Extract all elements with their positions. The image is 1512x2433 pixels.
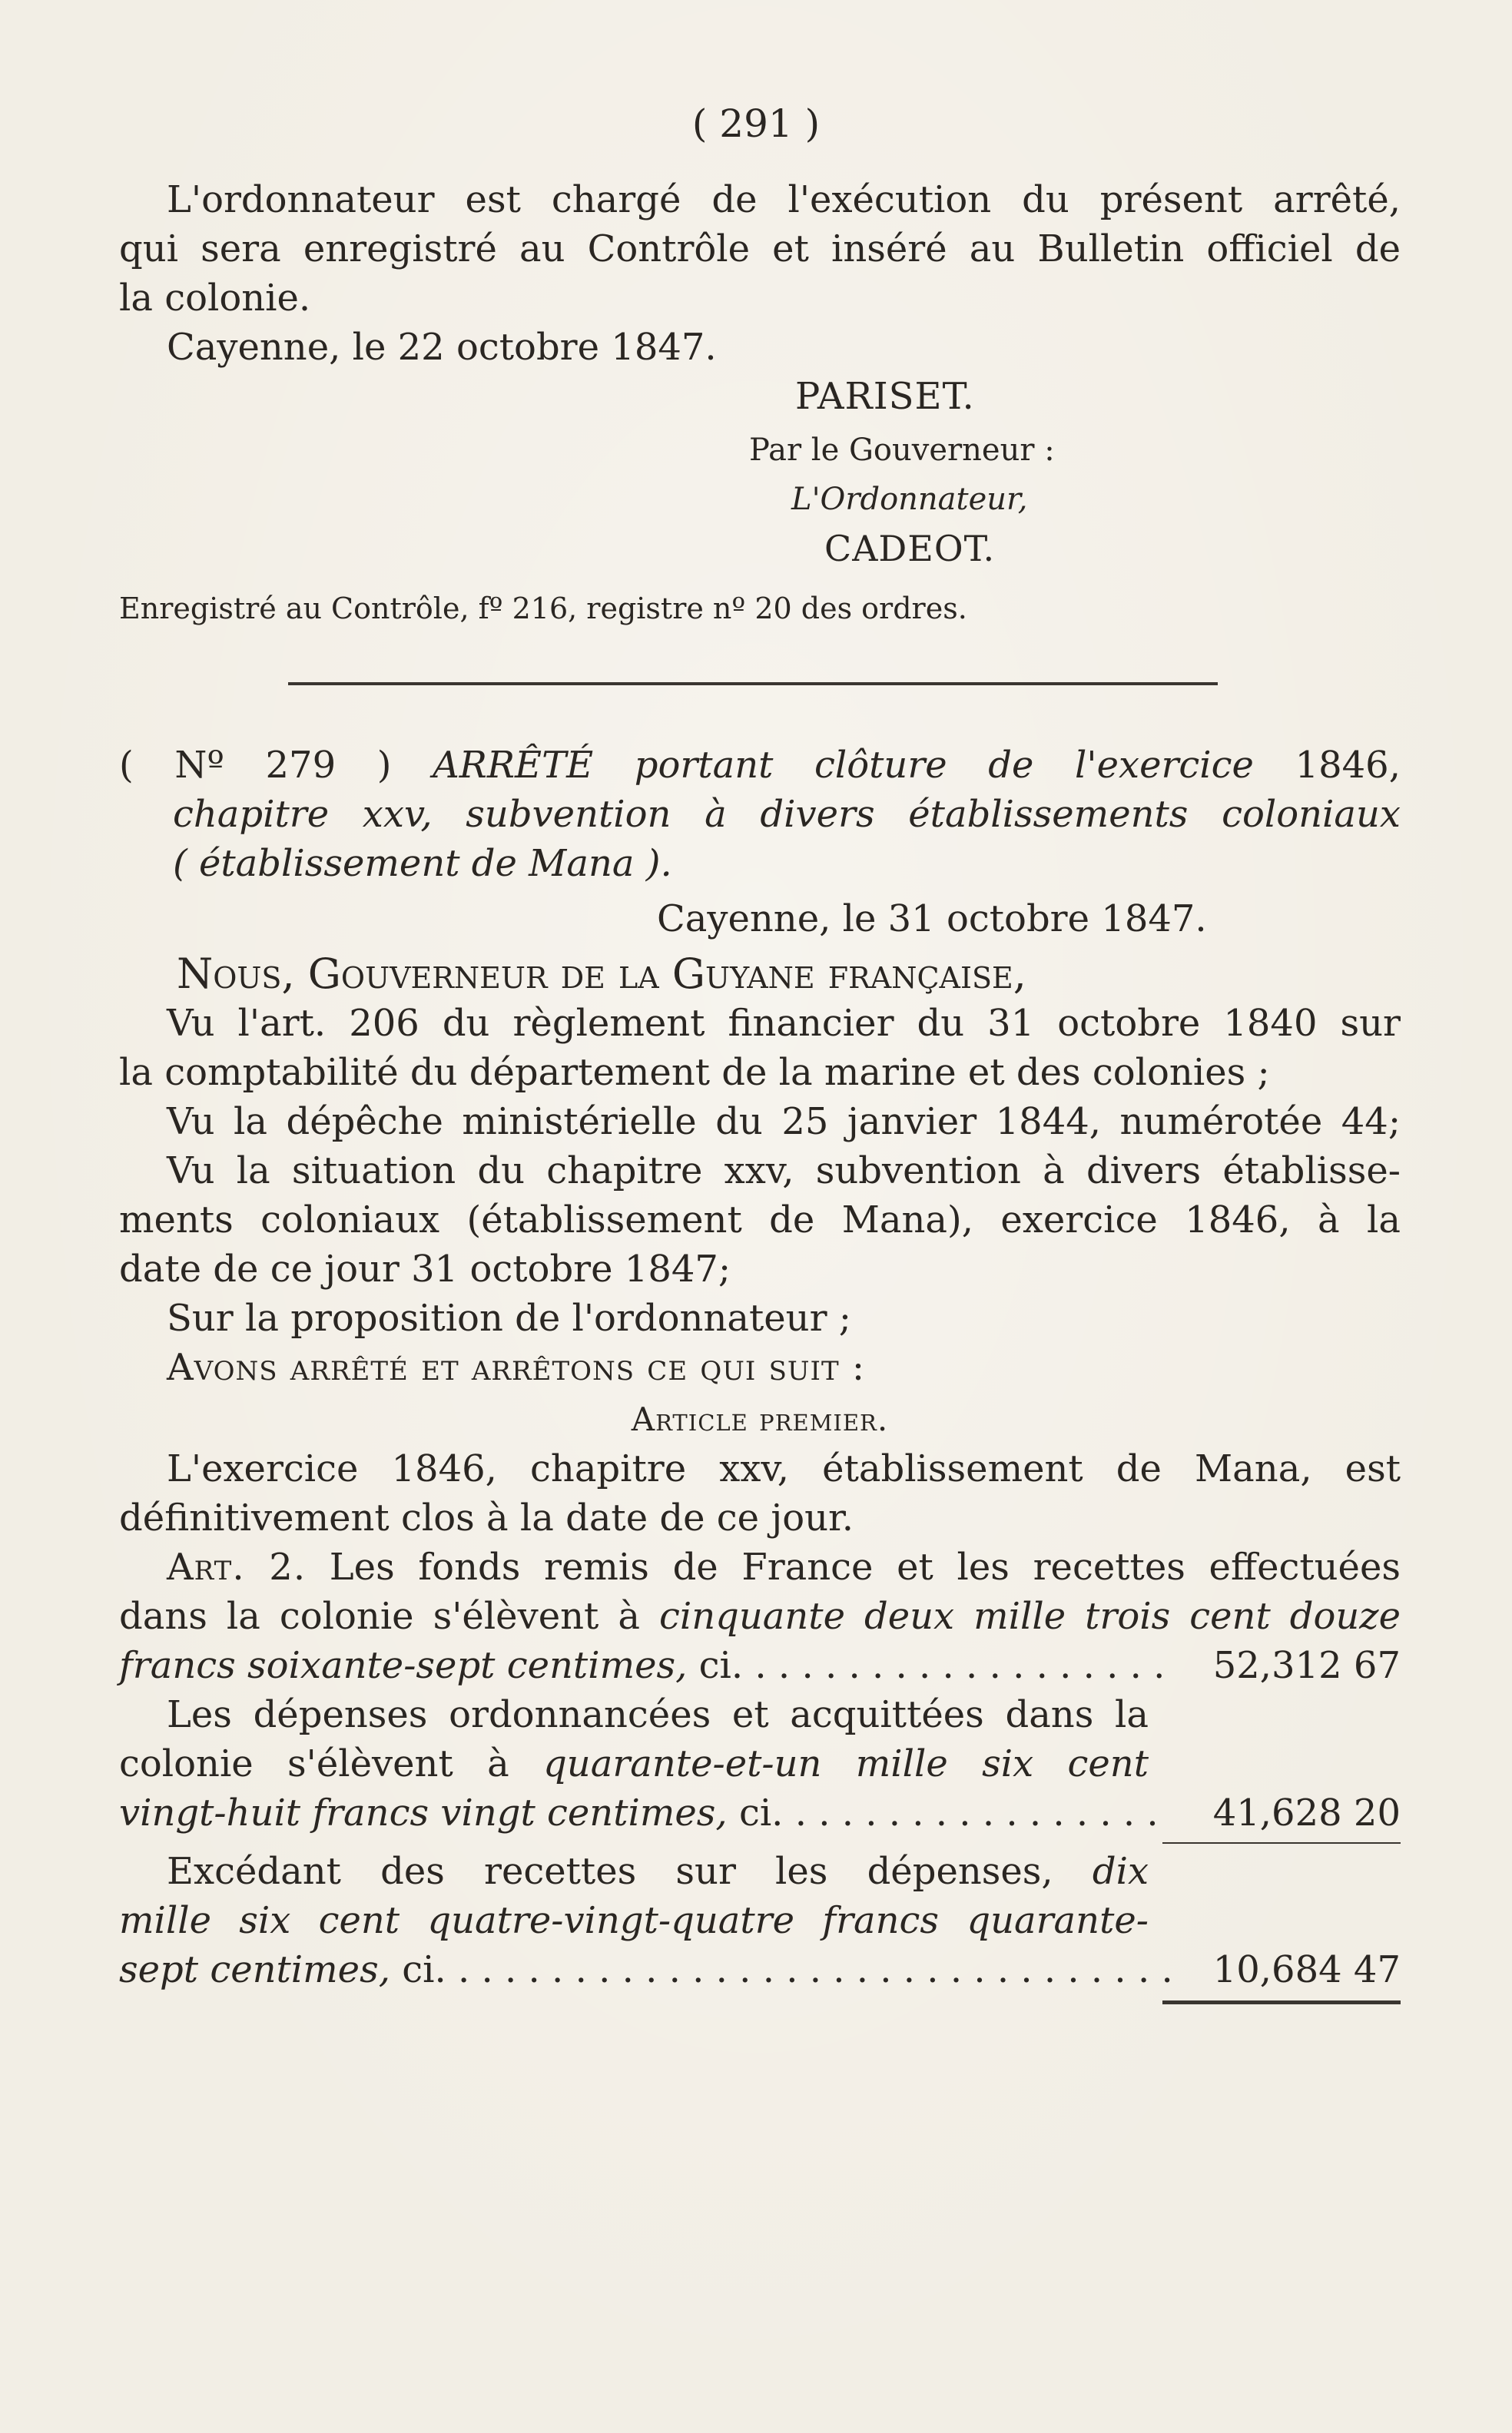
vu-1b: la comptabilité du département de la marine et des colonies ;: [119, 1051, 1270, 1094]
signature-pariset: PARISET.: [795, 375, 975, 418]
art2-ci: ci: [698, 1644, 731, 1687]
signature-cadeot: CADEOT.: [824, 528, 996, 569]
art2-line2: [119, 1592, 1401, 1641]
art1-line1: L'exercice 1846, chapitre xxv, établissement de Mana, est: [167, 1447, 1401, 1490]
dep-line3-italic: vingt-huit francs vingt centimes,: [119, 1792, 728, 1835]
arrete-number: ( Nº 279 ): [119, 744, 392, 787]
exc-line1: [119, 1847, 1149, 1896]
arrete-title-line2: [119, 790, 1401, 839]
art2-line2-italic: cinquante deux mille trois cent douze: [658, 1595, 1401, 1638]
art2-heading: Art. 2.: [167, 1546, 307, 1589]
avons-arrete: Avons arrêté et arrêtons ce qui suit :: [167, 1346, 866, 1389]
arrete-date: Cayenne, le 31 octobre 1847.: [657, 897, 1207, 940]
arrete-title-3: ( établissement de Mana ).: [173, 842, 672, 885]
total-rule: [1162, 2000, 1401, 2004]
dep-line2: [119, 1739, 1149, 1788]
arrete-title: ARRÊTÉ portant clôture de l'exercice: [433, 744, 1254, 787]
sur-proposition: Sur la proposition de l'ordonnateur ;: [167, 1297, 851, 1340]
amount-depenses: 41,628 20: [1212, 1792, 1401, 1835]
vu-3a: Vu la situation du chapitre xxv, subvention à divers établisse-: [167, 1149, 1401, 1192]
art2-line2-plain: dans la colonie s'élèvent à: [119, 1595, 640, 1638]
nous-heading: Nous, Gouverneur de la Guyane française,: [177, 950, 1026, 998]
leader-dots: [771, 1788, 1170, 1838]
ordonnateur-role: [119, 475, 1401, 524]
vu-2: Vu la dépêche ministérielle du 25 janvier 1844, numérotée 44;: [167, 1100, 1401, 1143]
exc-line1-italic: dix: [1092, 1850, 1149, 1893]
arrete-title-2: chapitre xxv, subvention à divers établissements coloniaux: [173, 793, 1401, 836]
art1-line2: définitivement clos à la date de ce jour.: [119, 1497, 854, 1540]
exc-amount-row: [119, 1945, 1401, 1994]
p1-line2: qui sera enregistré au Contrôle et inséré au Bulletin officiel de: [119, 227, 1401, 270]
art2-amount-row: [119, 1641, 1401, 1690]
dep-line1: Les dépenses ordonnancées et acquittées dans la: [167, 1693, 1149, 1736]
arrete-title-line1: [119, 741, 1401, 790]
dep-line2-plain: colonie s'élèvent à: [119, 1742, 509, 1785]
leader-dots: [434, 1945, 1170, 1994]
exc-line3-italic: sept centimes,: [119, 1948, 390, 1991]
amount-recettes: 52,312 67: [1212, 1644, 1401, 1687]
dep-amount-row: [119, 1788, 1401, 1838]
registration-note: Enregistré au Contrôle, fº 216, registre nº 20 des ordres.: [119, 592, 967, 625]
leader-dots: [731, 1641, 1170, 1690]
p1-line3: la colonie.: [119, 277, 311, 320]
dep-ci: ci: [738, 1792, 772, 1835]
arrete-year: 1846,: [1295, 744, 1401, 787]
page-number: ( 291 ): [691, 101, 821, 146]
p1-line1: L'ordonnateur est chargé de l'exécution du présent arrêté,: [167, 178, 1401, 221]
by-governor: Par le Gouverneur :: [749, 433, 1055, 468]
depenses-block: [119, 1690, 1401, 1788]
art2-text: Les fonds remis de France et les recettes effectuées: [329, 1546, 1401, 1589]
page-content: [119, 175, 1401, 2004]
dep-line2-italic: quarante-et-un mille six cent: [543, 1742, 1149, 1785]
amount-excedant: 10,684 47: [1212, 1948, 1401, 1991]
arrete-title-line3: [119, 839, 1401, 888]
vu-1a: Vu l'art. 206 du règlement financier du 31 octobre 1840 sur: [167, 1002, 1401, 1045]
p1-date: Cayenne, le 22 octobre 1847.: [167, 326, 717, 369]
exc-line1-plain: Excédant des recettes sur les dépenses,: [167, 1850, 1053, 1893]
exc-line2: [119, 1896, 1149, 1945]
vu-3b: ments coloniaux (établissement de Mana), exercice 1846, à la: [119, 1198, 1401, 1241]
vu-3c: date de ce jour 31 octobre 1847;: [119, 1248, 731, 1291]
article-premier-heading: Article premier.: [631, 1400, 889, 1438]
excedant-block: [119, 1847, 1401, 1945]
exc-line2-italic: mille six cent quatre-vingt-quatre francs quarante-: [119, 1899, 1149, 1942]
ordonnateur-role-text: L'Ordonnateur,: [791, 482, 1028, 517]
subtotal-rule: [1162, 1842, 1401, 1844]
art2-line1: [119, 1543, 1401, 1592]
exc-ci: ci: [402, 1948, 435, 1991]
art2-line3-italic: francs soixante-sept centimes,: [119, 1644, 688, 1687]
